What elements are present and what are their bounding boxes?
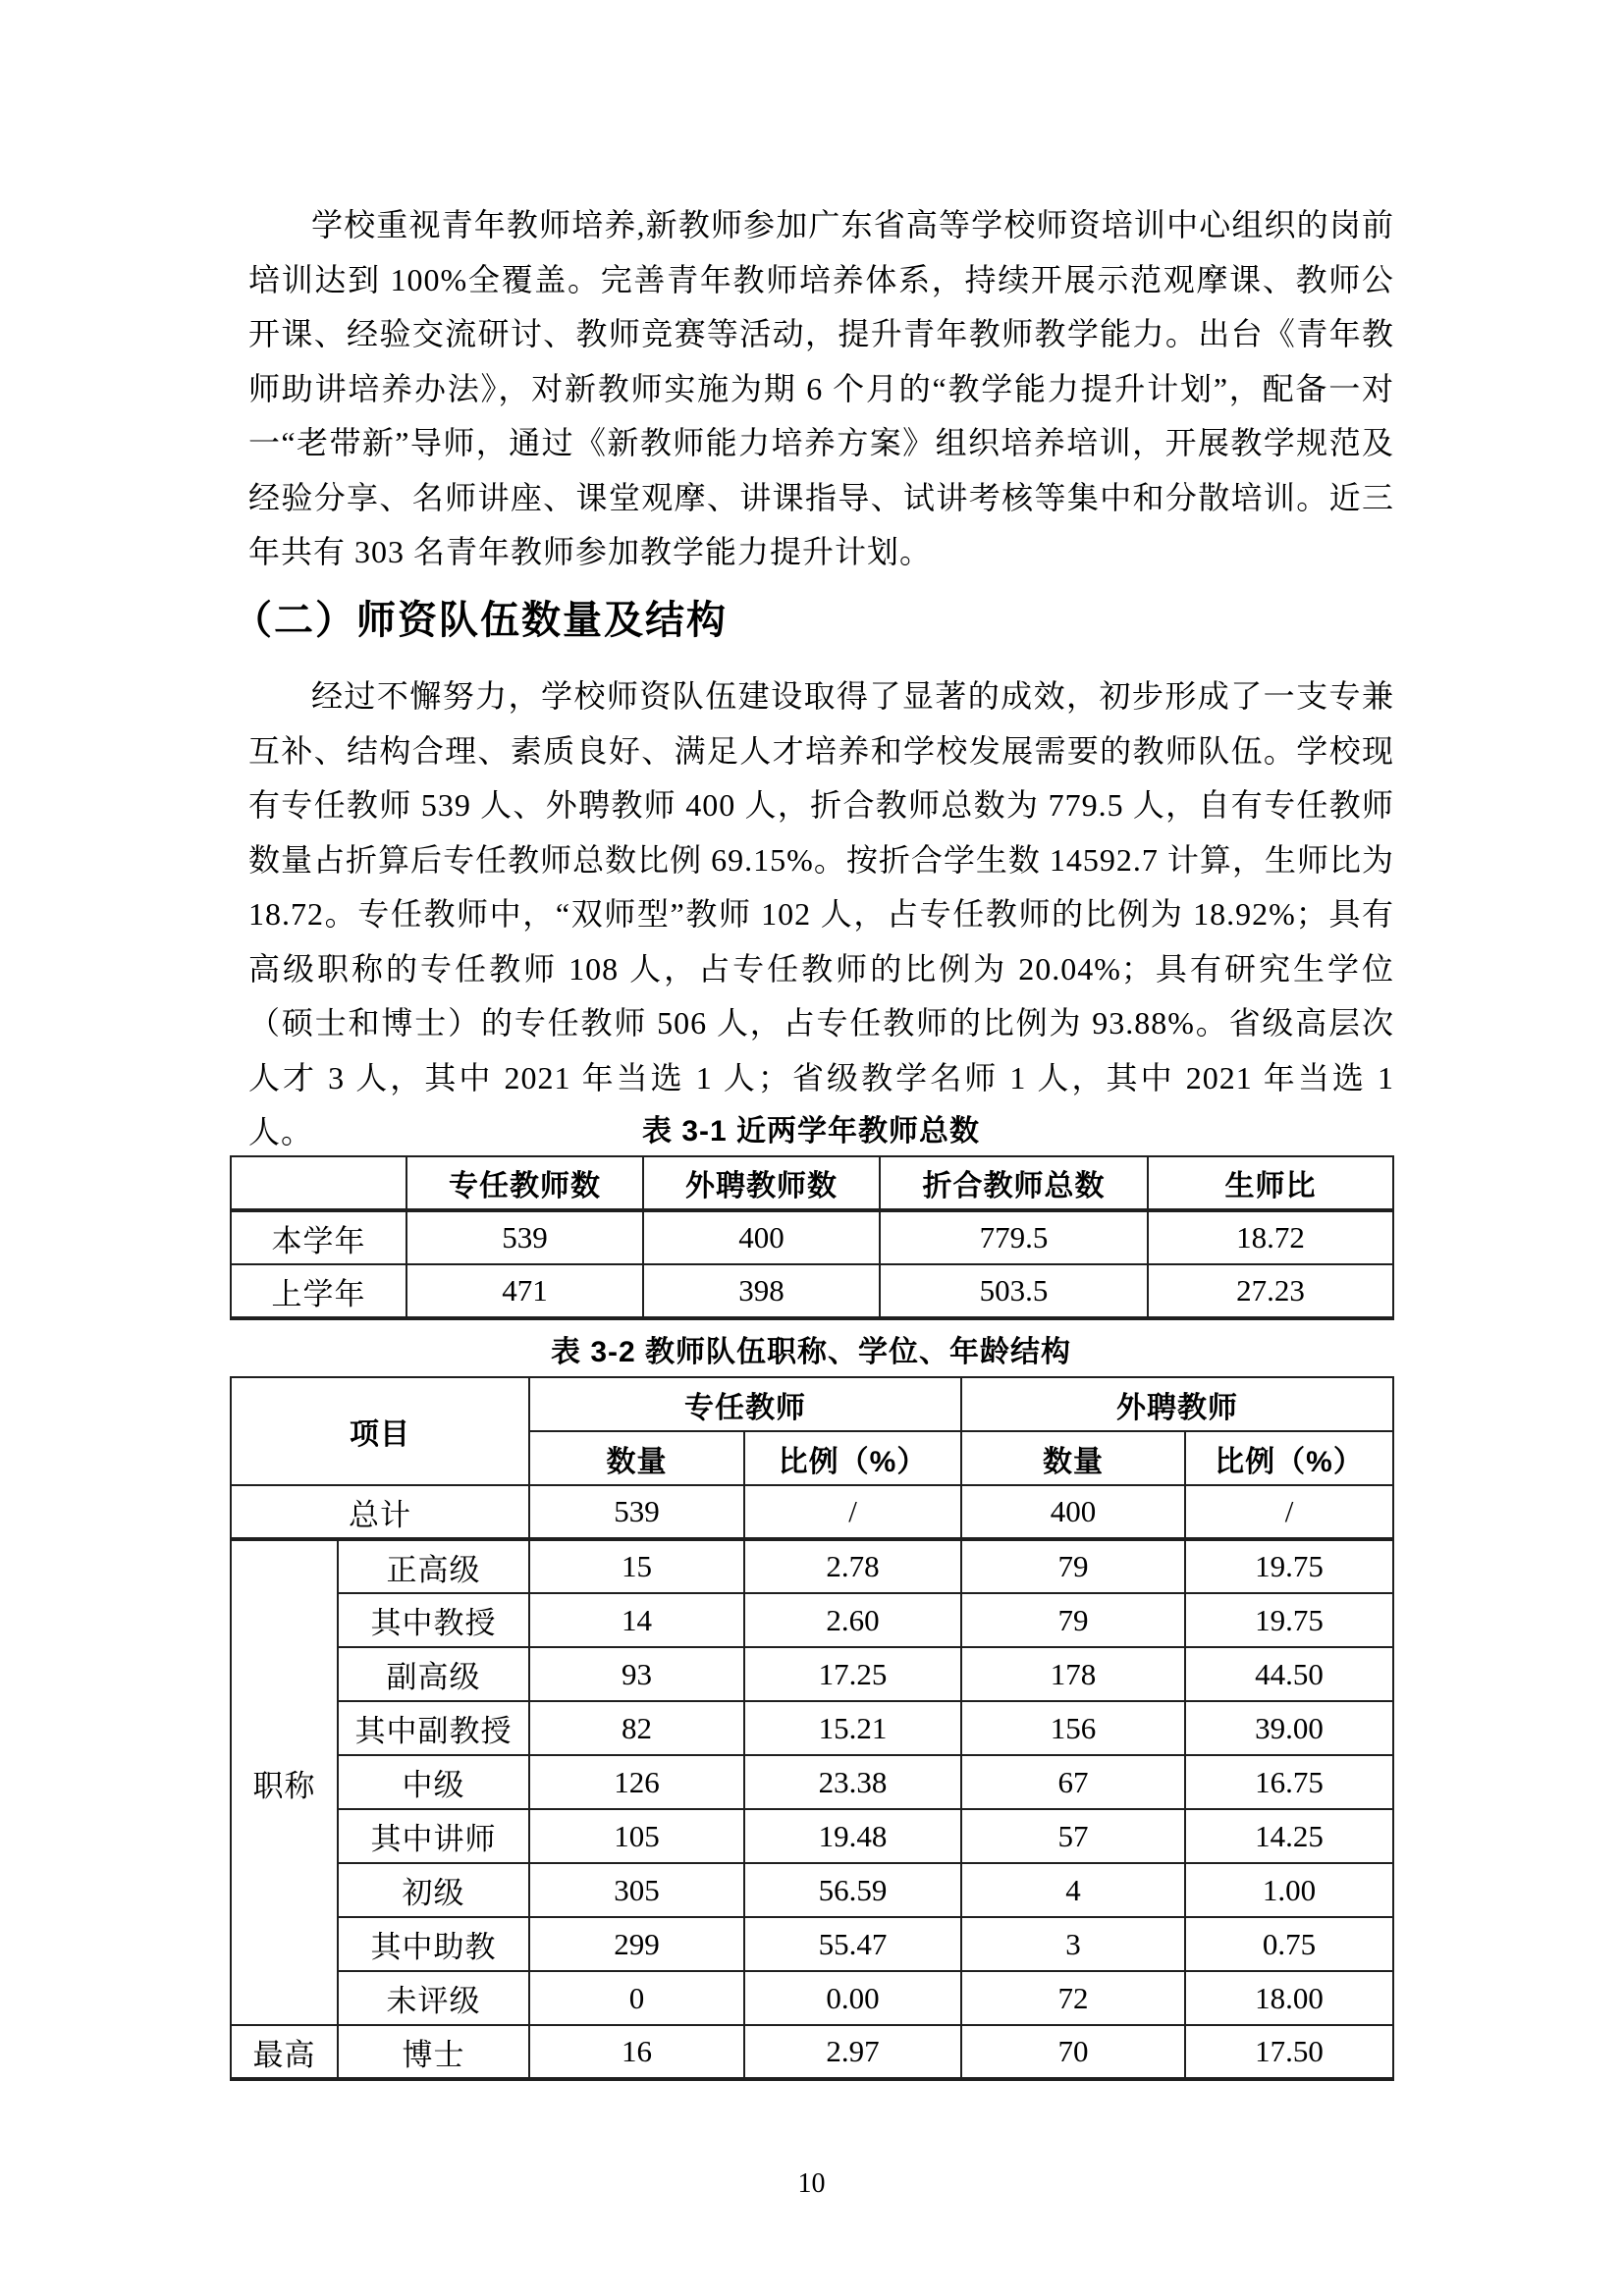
- cell-value: 57: [961, 1809, 1185, 1863]
- cell-value: 0: [529, 1971, 744, 2025]
- cell-value: 19.48: [744, 1809, 961, 1863]
- header-cell-student-teacher-ratio: 生师比: [1148, 1156, 1393, 1210]
- header-cell-count: 数量: [961, 1431, 1185, 1485]
- cell-value: 305: [529, 1863, 744, 1917]
- row-label: 未评级: [338, 1971, 529, 2025]
- header-cell-converted-total: 折合教师总数: [880, 1156, 1148, 1210]
- cell-value: 19.75: [1185, 1593, 1393, 1647]
- cell-value: 15.21: [744, 1701, 961, 1755]
- cell-value: 70: [961, 2025, 1185, 2079]
- table-row: [231, 1593, 1393, 1647]
- row-label: 博士: [338, 2025, 529, 2079]
- table-row-highest-degree: [231, 2025, 1393, 2079]
- table1-title: 表 3-1 近两学年教师总数: [641, 1115, 981, 1148]
- table-row: [231, 1210, 1393, 1264]
- header-cell-empty: [231, 1156, 406, 1210]
- header-cell-external-count: 外聘教师数: [643, 1156, 880, 1210]
- table2-title: 表 3-2 教师队伍职称、学位、年龄结构: [550, 1336, 1072, 1368]
- header-cell-item: 项目: [231, 1377, 529, 1485]
- row-label: 其中副教授: [338, 1701, 529, 1755]
- cell-value: 105: [529, 1809, 744, 1863]
- cell-value: 0.75: [1185, 1917, 1393, 1971]
- paragraph-teacher-training: 学校重视青年教师培养,新教师参加广东省高等学校师资培训中心组织的岗前培训达到 100%全覆盖。完善青年教师培养体系，持续开展示范观摩课、教师公开课、经验交流研讨、教师竞赛等活动，提升青年教师教学能力。出台《青年教师助讲培养办法》，对新教师实施为期 6 个月的“教学能力提升计划”，配备一对一“老带新”导师，通过《新教师能力培养方案》组织培养培训，开展教学规范及经验分享、名师讲座、课堂观摩、讲课指导、试讲考核等集中和分散培训。近三年共有 303 名青年教师参加教学能力提升计划。: [248, 207, 1394, 569]
- row-label: 其中教授: [338, 1593, 529, 1647]
- cell-value: 2.60: [744, 1593, 961, 1647]
- table-row: [231, 1863, 1393, 1917]
- cell-value: 400: [643, 1210, 880, 1264]
- header-cell-count: 数量: [529, 1431, 744, 1485]
- row-label: 正高级: [338, 1539, 529, 1593]
- cell-value: 2.97: [744, 2025, 961, 2079]
- section-heading: （二）师资队伍数量及结构: [233, 599, 728, 642]
- cell-value: /: [744, 1485, 961, 1539]
- table-header-row: [231, 1156, 1393, 1210]
- cell-value: 471: [406, 1264, 643, 1318]
- cell-value: 67: [961, 1755, 1185, 1809]
- cell-value: 1.00: [1185, 1863, 1393, 1917]
- cell-value: 44.50: [1185, 1647, 1393, 1701]
- cell-value: 539: [529, 1485, 744, 1539]
- cell-value: 0.00: [744, 1971, 961, 2025]
- header-cell-ratio: 比例（%）: [744, 1431, 961, 1485]
- cell-value: 299: [529, 1917, 744, 1971]
- cell-value: 82: [529, 1701, 744, 1755]
- cell-value: 400: [961, 1485, 1185, 1539]
- cell-value: 14.25: [1185, 1809, 1393, 1863]
- cell-value: 27.23: [1148, 1264, 1393, 1318]
- row-label: 中级: [338, 1755, 529, 1809]
- table-row-total: [231, 1485, 1393, 1539]
- row-label: 初级: [338, 1863, 529, 1917]
- table-header-row-1: [231, 1377, 1393, 1431]
- cell-value: 539: [406, 1210, 643, 1264]
- cell-value: 18.00: [1185, 1971, 1393, 2025]
- cell-value: 3: [961, 1917, 1185, 1971]
- cell-value: 56.59: [744, 1863, 961, 1917]
- cell-value: 16.75: [1185, 1755, 1393, 1809]
- row-label: 副高级: [338, 1647, 529, 1701]
- cell-value: 23.38: [744, 1755, 961, 1809]
- cell-value: 156: [961, 1701, 1185, 1755]
- cell-value: 178: [961, 1647, 1185, 1701]
- table-teacher-totals: [230, 1155, 1394, 1320]
- row-label: 其中讲师: [338, 1809, 529, 1863]
- header-cell-external-group: 外聘教师: [961, 1377, 1393, 1431]
- cell-value: 398: [643, 1264, 880, 1318]
- table-row: [231, 1917, 1393, 1971]
- header-cell-ratio: 比例（%）: [1185, 1431, 1393, 1485]
- header-cell-fulltime-group: 专任教师: [529, 1377, 961, 1431]
- cell-value: 39.00: [1185, 1701, 1393, 1755]
- table-row: [231, 1647, 1393, 1701]
- table-row: [231, 1971, 1393, 2025]
- group-label-title-rank: 职称: [231, 1539, 338, 2025]
- cell-value: 503.5: [880, 1264, 1148, 1318]
- header-cell-fulltime-count: 专任教师数: [406, 1156, 643, 1210]
- table-row: [231, 1539, 1393, 1593]
- table-row: [231, 1264, 1393, 1318]
- cell-value: /: [1185, 1485, 1393, 1539]
- table-row: [231, 1809, 1393, 1863]
- cell-value: 93: [529, 1647, 744, 1701]
- cell-value: 17.50: [1185, 2025, 1393, 2079]
- cell-value: 79: [961, 1539, 1185, 1593]
- row-label: 本学年: [231, 1210, 406, 1264]
- page-number: 10: [797, 2168, 826, 2199]
- cell-value: 14: [529, 1593, 744, 1647]
- group-label-highest: 最高: [231, 2025, 338, 2079]
- cell-value: 72: [961, 1971, 1185, 2025]
- cell-value: 4: [961, 1863, 1185, 1917]
- row-label: 其中助教: [338, 1917, 529, 1971]
- cell-value: 55.47: [744, 1917, 961, 1971]
- paragraph-faculty-structure: 经过不懈努力，学校师资队伍建设取得了显著的成效，初步形成了一支专兼互补、结构合理、素质良好、满足人才培养和学校发展需要的教师队伍。学校现有专任教师 539 人、外聘教师 400 人，折合教师总数为 779.5 人，自有专任教师数量占折算后专任教师总数比例 69.15%。按折合学生数 14592.7 计算，生师比为 18.72。专任教师中，“双师型”教师 102 人，占专任教师的比例为 18.92%；具有高级职称的专任教师 108 人，占专任教师的比例为 20.04%；具有研究生学位（硕士和博士）的专任教师 506 人，占专任教师的比例为 93.88%。省级高层次人才 3 人，其中 2021 年当选 1 人；省级教学名师 1 人，其中 2021 年当选 1 人。: [248, 678, 1394, 1149]
- cell-value: 15: [529, 1539, 744, 1593]
- cell-value: 2.78: [744, 1539, 961, 1593]
- table-title-degree-structure: [230, 1376, 1394, 2081]
- cell-value: 17.25: [744, 1647, 961, 1701]
- table-row: [231, 1755, 1393, 1809]
- cell-value: 79: [961, 1593, 1185, 1647]
- table-row: [231, 1701, 1393, 1755]
- cell-value: 16: [529, 2025, 744, 2079]
- row-label: 上学年: [231, 1264, 406, 1318]
- cell-value: 126: [529, 1755, 744, 1809]
- cell-value: 779.5: [880, 1210, 1148, 1264]
- cell-value: 18.72: [1148, 1210, 1393, 1264]
- row-label-total: 总计: [231, 1485, 529, 1539]
- cell-value: 19.75: [1185, 1539, 1393, 1593]
